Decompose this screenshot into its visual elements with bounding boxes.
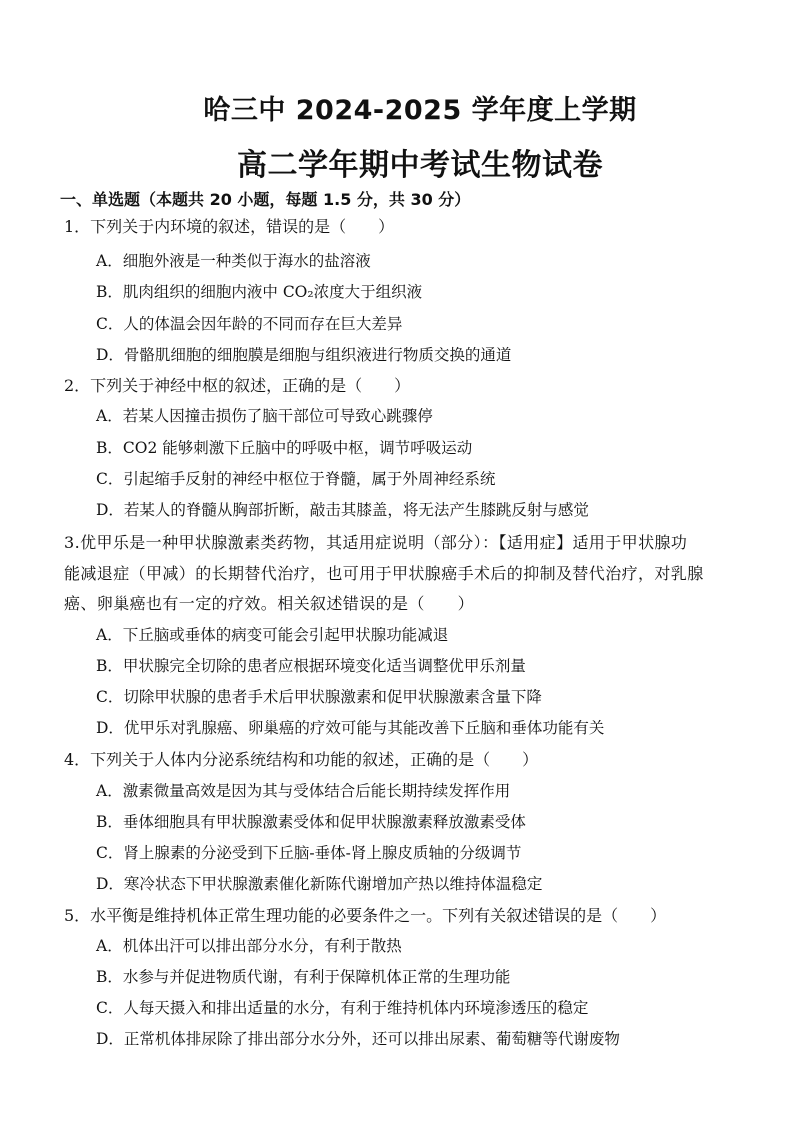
question-3-stem-line-1: 3.优甲乐是一种甲状腺激素类药物，其适用症说明（部分）：【适用症】适用于甲状腺功	[64, 533, 688, 552]
section-heading: 一、单选题（本题共 20 小题，每题 1.5 分，共 30 分）	[60, 190, 471, 209]
exam-title-subject: 高二学年期中考试生物试卷	[237, 148, 603, 183]
question-5-option-b: B．水参与并促进物质代谢，有利于保障机体正常的生理功能	[96, 968, 511, 986]
question-4-option-c: C．肾上腺素的分泌受到下丘脑-垂体-肾上腺皮质轴的分级调节	[96, 844, 522, 862]
question-2-option-b: B．CO2 能够刺激下丘脑中的呼吸中枢，调节呼吸运动	[96, 439, 473, 457]
question-3-option-b: B．甲状腺完全切除的患者应根据环境变化适当调整优甲乐剂量	[96, 657, 526, 675]
question-3-option-d: D．优甲乐对乳腺癌、卵巢癌的疗效可能与其能改善下丘脑和垂体功能有关	[96, 719, 605, 737]
question-2-option-d: D．若某人的脊髓从胸部折断，敲击其膝盖，将无法产生膝跳反射与感觉	[96, 501, 589, 519]
question-5-option-c: C．人每天摄入和排出适量的水分，有利于维持机体内环境渗透压的稳定	[96, 999, 589, 1017]
question-5-option-a: A．机体出汗可以排出部分水分，有利于散热	[96, 937, 402, 955]
question-1-option-c: C．人的体温会因年龄的不同而存在巨大差异	[96, 315, 403, 333]
question-1-stem: 1．下列关于内环境的叙述，错误的是（ ）	[64, 217, 395, 236]
question-3-stem-line-3: 癌、卵巢癌也有一定的疗效。相关叙述错误的是（ ）	[64, 594, 475, 613]
question-5-option-d: D．正常机体排尿除了排出部分水分外，还可以排出尿素、葡萄糖等代谢废物	[96, 1030, 620, 1048]
question-4-option-a: A．激素微量高效是因为其与受体结合后能长期持续发挥作用	[96, 782, 511, 800]
question-4-option-d: D．寒冷状态下甲状腺激素催化新陈代谢增加产热以维持体温稳定	[96, 875, 543, 893]
question-5-stem: 5．水平衡是维持机体正常生理功能的必要条件之一。下列有关叙述错误的是（ ）	[64, 906, 667, 925]
question-4-option-b: B．垂体细胞具有甲状腺激素受体和促甲状腺激素释放激素受体	[96, 813, 526, 831]
question-2-option-c: C．引起缩手反射的神经中枢位于脊髓，属于外周神经系统	[96, 470, 496, 488]
question-1-option-a: A．细胞外液是一种类似于海水的盐溶液	[96, 252, 371, 270]
question-2-option-a: A．若某人因撞击损伤了脑干部位可导致心跳骤停	[96, 407, 433, 425]
question-1-option-d: D．骨骼肌细胞的细胞膜是细胞与组织液进行物质交换的通道	[96, 346, 512, 364]
question-3-stem-line-2: 能减退症（甲减）的长期替代治疗，也可用于甲状腺癌手术后的抑制及替代治疗，对乳腺	[64, 564, 704, 583]
exam-title-school: 哈三中 2024-2025 学年度上学期	[203, 95, 637, 126]
question-1-option-b: B．肌肉组织的细胞内液中 CO₂浓度大于组织液	[96, 283, 423, 301]
question-3-option-c: C．切除甲状腺的患者手术后甲状腺激素和促甲状腺激素含量下降	[96, 688, 542, 706]
question-2-stem: 2．下列关于神经中枢的叙述，正确的是（ ）	[64, 376, 411, 395]
question-3-option-a: A．下丘脑或垂体的病变可能会引起甲状腺功能减退	[96, 626, 449, 644]
question-4-stem: 4．下列关于人体内分泌系统结构和功能的叙述，正确的是（ ）	[64, 750, 539, 769]
